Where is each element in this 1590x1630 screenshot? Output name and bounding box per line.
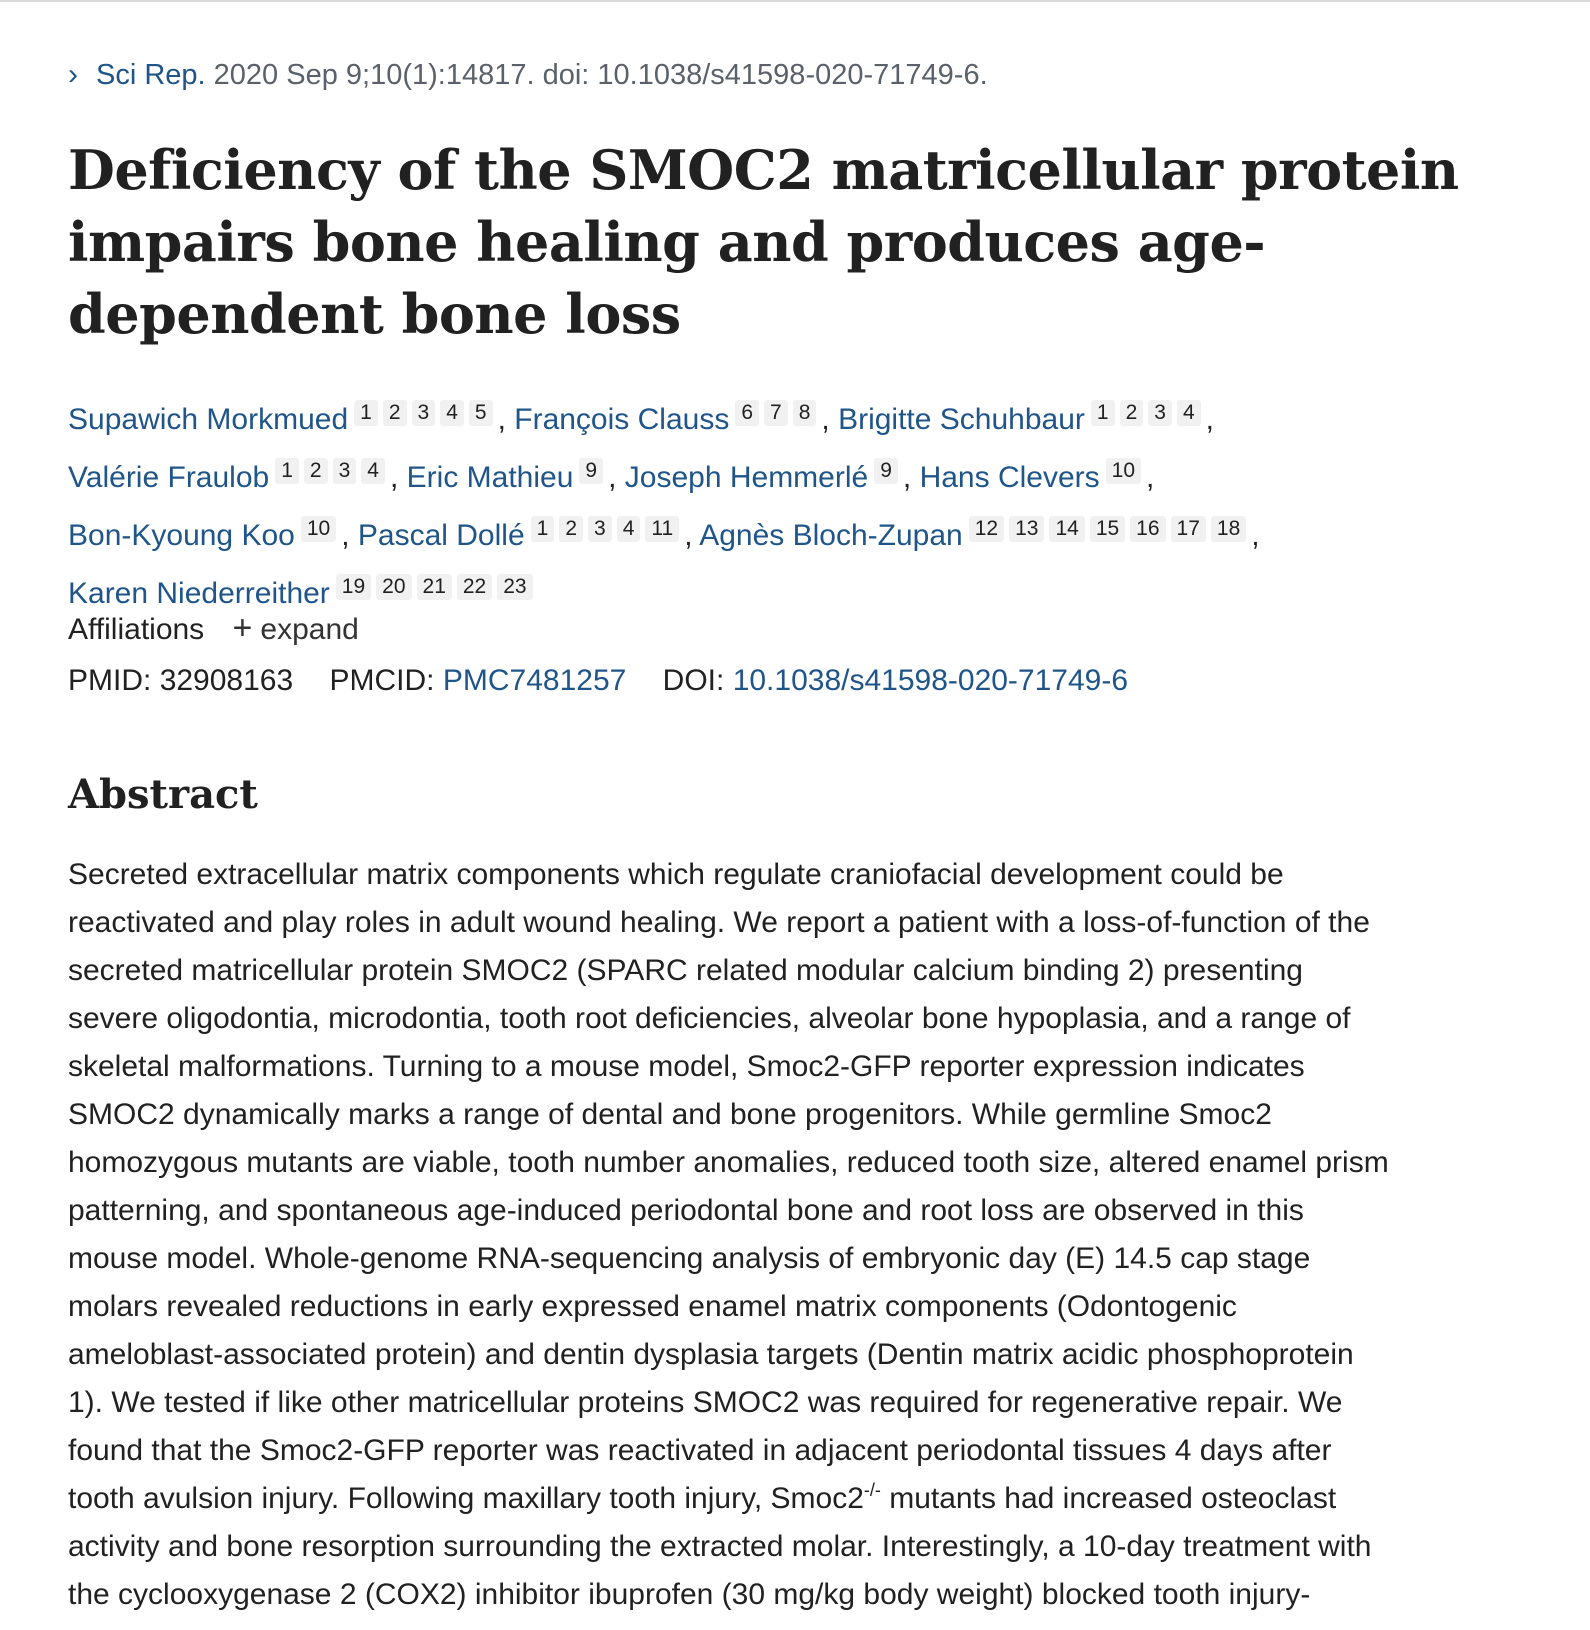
abstract-text bbox=[68, 851, 1518, 1619]
affiliation-ref-button[interactable]: 3 bbox=[588, 516, 612, 542]
affiliation-ref-button[interactable]: 2 bbox=[383, 400, 407, 426]
abstract-text-fragment: mutants had increased osteoclast bbox=[880, 1482, 1337, 1515]
affiliation-ref-button[interactable]: 15 bbox=[1090, 516, 1125, 542]
pmcid-link[interactable]: PMC7481257 bbox=[442, 664, 627, 697]
doi-link[interactable]: 10.1038/s41598-020-71749-6 bbox=[732, 664, 1129, 697]
affiliation-ref-button[interactable]: 7 bbox=[764, 400, 788, 426]
chevron-right-icon[interactable]: › bbox=[68, 58, 78, 91]
author-name-link[interactable]: Valérie Fraulob bbox=[68, 461, 270, 494]
affiliations-row bbox=[68, 608, 359, 650]
author-entry bbox=[407, 461, 617, 494]
affiliation-ref-button[interactable]: 9 bbox=[874, 458, 898, 484]
abstract-line: secreted matricellular protein SMOC2 (SPARC related modular calcium binding 2) presenting bbox=[68, 954, 1303, 987]
abstract-line: found that the Smoc2-GFP reporter was reactivated in adjacent periodontal tissues 4 days after bbox=[68, 1434, 1332, 1467]
affiliation-ref-button[interactable]: 20 bbox=[376, 574, 411, 600]
author-entry bbox=[838, 403, 1214, 436]
affiliation-ref-button[interactable]: 1 bbox=[531, 516, 555, 542]
abstract-line bbox=[68, 1475, 1518, 1523]
author-separator: , bbox=[497, 403, 506, 436]
genotype-superscript: -/- bbox=[863, 1480, 881, 1500]
affiliation-ref-button[interactable]: 3 bbox=[333, 458, 357, 484]
abstract-text-fragment: tooth avulsion injury. Following maxillary tooth injury, Smoc2 bbox=[68, 1482, 864, 1515]
affiliation-ref-button[interactable]: 9 bbox=[579, 458, 603, 484]
author-separator: , bbox=[389, 461, 399, 494]
affiliation-refs bbox=[354, 386, 497, 434]
affiliation-refs bbox=[1106, 444, 1146, 492]
author-entry bbox=[625, 461, 911, 494]
affiliation-ref-button[interactable]: 8 bbox=[793, 400, 817, 426]
abstract-heading: Abstract bbox=[68, 771, 258, 818]
affiliation-ref-button[interactable]: 2 bbox=[304, 458, 328, 484]
affiliation-ref-button[interactable]: 17 bbox=[1171, 516, 1206, 542]
affiliation-ref-button[interactable]: 23 bbox=[497, 574, 532, 600]
affiliation-ref-button[interactable]: 22 bbox=[457, 574, 492, 600]
author-entry bbox=[68, 577, 538, 610]
author-name-link[interactable]: Joseph Hemmerlé bbox=[624, 461, 869, 494]
abstract-line: patterning, and spontaneous age-induced periodontal bone and root loss are observed in this bbox=[68, 1194, 1304, 1227]
affiliation-ref-button[interactable]: 1 bbox=[354, 400, 378, 426]
author-separator: , bbox=[1146, 461, 1155, 494]
affiliation-ref-button[interactable]: 21 bbox=[417, 574, 452, 600]
identifiers-row bbox=[68, 661, 1128, 701]
doi-label: DOI: bbox=[662, 664, 725, 697]
affiliation-ref-button[interactable]: 13 bbox=[1009, 516, 1044, 542]
affiliation-ref-button[interactable]: 4 bbox=[440, 400, 464, 426]
abstract-line: SMOC2 dynamically marks a range of dental and bone progenitors. While germline Smoc2 bbox=[68, 1098, 1272, 1131]
affiliation-ref-button[interactable]: 18 bbox=[1211, 516, 1246, 542]
affiliation-ref-button[interactable]: 1 bbox=[1091, 400, 1115, 426]
author-separator: , bbox=[608, 461, 617, 494]
author-name-link[interactable]: Karen Niederreither bbox=[68, 577, 330, 610]
abstract-line: activity and bone resorption surrounding the extracted molar. Interestingly, a 10-day treatment with bbox=[68, 1530, 1372, 1563]
citation-details: 2020 Sep 9;10(1):14817. doi: 10.1038/s41598-020-71749-6. bbox=[213, 59, 988, 91]
affiliation-ref-button[interactable]: 5 bbox=[469, 400, 493, 426]
author-entry bbox=[68, 519, 350, 552]
journal-link[interactable]: Sci Rep. bbox=[96, 59, 206, 91]
top-divider bbox=[0, 0, 1590, 2]
journal-citation bbox=[68, 55, 988, 95]
abstract-line: skeletal malformations. Turning to a mouse model, Smoc2-GFP reporter expression indicates bbox=[68, 1050, 1305, 1083]
pmid-value: 32908163 bbox=[159, 664, 294, 697]
affiliation-refs bbox=[735, 386, 821, 434]
abstract-line: mouse model. Whole-genome RNA-sequencing analysis of embryonic day (E) 14.5 cap stage bbox=[68, 1242, 1311, 1275]
affiliation-refs bbox=[969, 502, 1252, 550]
author-entry bbox=[358, 519, 693, 552]
affiliation-ref-button[interactable]: 11 bbox=[645, 516, 679, 542]
affiliation-ref-button[interactable]: 3 bbox=[1148, 400, 1172, 426]
plus-icon: + bbox=[232, 609, 253, 647]
affiliation-ref-button[interactable]: 14 bbox=[1049, 516, 1084, 542]
affiliation-ref-button[interactable]: 4 bbox=[361, 458, 385, 484]
affiliation-ref-button[interactable]: 6 bbox=[735, 400, 759, 426]
author-separator: , bbox=[684, 519, 693, 552]
author-entry bbox=[68, 461, 398, 494]
affiliation-ref-button[interactable]: 12 bbox=[969, 516, 1004, 542]
affiliation-ref-button[interactable]: 19 bbox=[336, 574, 371, 600]
affiliation-ref-button[interactable]: 2 bbox=[559, 516, 583, 542]
affiliations-expand-button[interactable] bbox=[232, 609, 359, 647]
abstract-line: Secreted extracellular matrix components which regulate craniofacial development could be bbox=[68, 858, 1284, 891]
pmid-label: PMID: bbox=[68, 664, 152, 697]
affiliation-ref-button[interactable]: 16 bbox=[1130, 516, 1165, 542]
author-name-link[interactable]: Supawich Morkmued bbox=[68, 403, 349, 436]
author-entry bbox=[514, 403, 829, 436]
abstract-line: molars revealed reductions in early expressed enamel matrix components (Odontogenic bbox=[68, 1290, 1237, 1323]
pmcid-label: PMCID: bbox=[329, 664, 435, 697]
author-name-link[interactable]: Brigitte Schuhbaur bbox=[838, 403, 1085, 436]
affiliation-ref-button[interactable]: 2 bbox=[1120, 400, 1144, 426]
article-title: Deficiency of the SMOC2 matricellular protein impairs bone healing and produces age-dependent bone loss bbox=[68, 138, 1459, 346]
affiliation-ref-button[interactable]: 4 bbox=[617, 516, 641, 542]
author-separator: , bbox=[902, 461, 912, 494]
author-separator: , bbox=[341, 519, 350, 552]
abstract-line: reactivated and play roles in adult wound healing. We report a patient with a loss-of-function of the bbox=[68, 906, 1370, 939]
affiliation-ref-button[interactable]: 10 bbox=[1106, 458, 1141, 484]
author-separator: , bbox=[821, 403, 830, 436]
affiliation-refs bbox=[301, 502, 341, 550]
author-name-link[interactable]: Pascal Dollé bbox=[357, 519, 525, 552]
affiliation-ref-button[interactable]: 10 bbox=[301, 516, 336, 542]
affiliation-refs bbox=[336, 560, 538, 608]
author-name-link[interactable]: Agnès Bloch-Zupan bbox=[699, 519, 963, 552]
author-name-link[interactable]: Eric Mathieu bbox=[406, 461, 574, 494]
affiliation-refs bbox=[531, 502, 685, 550]
expand-label: expand bbox=[260, 613, 359, 646]
affiliations-label: Affiliations bbox=[68, 613, 205, 646]
affiliation-refs bbox=[579, 444, 608, 492]
abstract-line: homozygous mutants are viable, tooth number anomalies, reduced tooth size, altered enamel prism bbox=[68, 1146, 1389, 1179]
author-separator: , bbox=[1251, 519, 1260, 552]
author-entry bbox=[699, 519, 1259, 552]
author-entry bbox=[920, 461, 1155, 494]
affiliation-refs bbox=[275, 444, 390, 492]
affiliation-ref-button[interactable]: 3 bbox=[412, 400, 436, 426]
author-separator: , bbox=[1205, 403, 1214, 436]
author-entry bbox=[68, 403, 506, 436]
author-name-link[interactable]: Bon-Kyoung Koo bbox=[68, 519, 295, 552]
author-name-link[interactable]: François Clauss bbox=[514, 403, 730, 436]
abstract-line: severe oligodontia, microdontia, tooth root deficiencies, alveolar bone hypoplasia, and a range of bbox=[68, 1002, 1351, 1035]
affiliation-refs bbox=[874, 444, 903, 492]
abstract-line: the cyclooxygenase 2 (COX2) inhibitor ibuprofen (30 mg/kg body weight) blocked tooth injury- bbox=[68, 1578, 1311, 1611]
author-name-link[interactable]: Hans Clevers bbox=[919, 461, 1100, 494]
affiliation-ref-button[interactable]: 4 bbox=[1177, 400, 1201, 426]
abstract-line: 1). We tested if like other matricellular proteins SMOC2 was required for regenerative repair. We bbox=[68, 1386, 1343, 1419]
abstract-line: ameloblast-associated protein) and dentin dysplasia targets (Dentin matrix acidic phosphoprotein bbox=[68, 1338, 1354, 1371]
authors-list bbox=[68, 386, 1468, 618]
affiliation-ref-button[interactable]: 1 bbox=[275, 458, 299, 484]
affiliation-refs bbox=[1091, 386, 1206, 434]
